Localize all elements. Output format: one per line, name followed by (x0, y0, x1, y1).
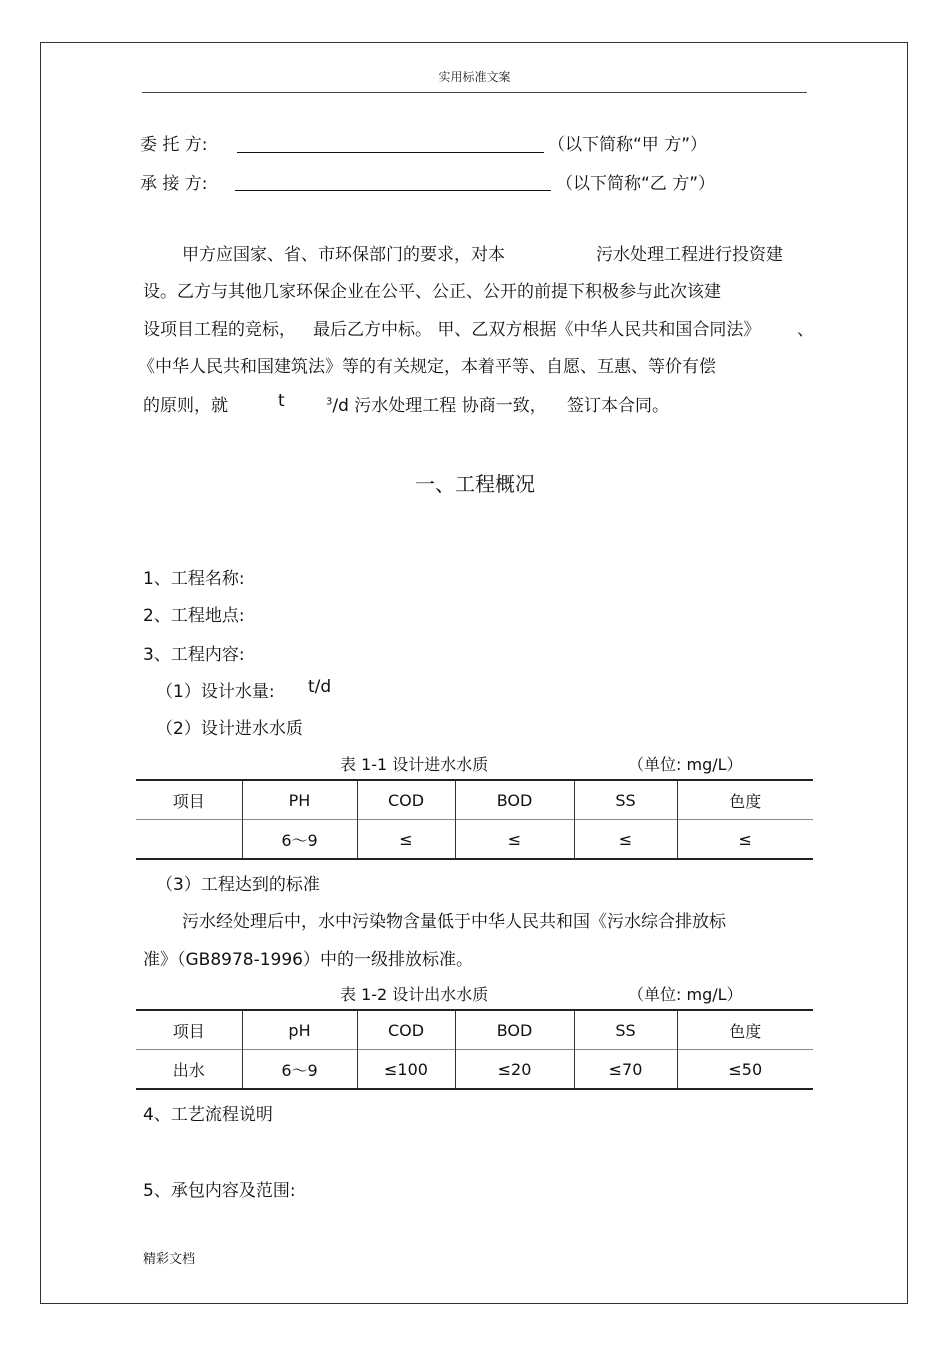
item-project-location: 2、工程地点: (143, 606, 245, 626)
page-header: 实用标准文案 (438, 70, 511, 84)
intro-line-3c: 、 (797, 320, 814, 340)
intro-line-2: 设。乙方与其他几家环保企业在公平、公正、公开的前提下积极参与此次该建 (143, 282, 721, 302)
table-header-cell: COD (357, 1010, 455, 1050)
contractor-name-field[interactable] (235, 190, 551, 191)
effluent-table (136, 1009, 813, 1090)
table-cell: ≤ (677, 820, 813, 860)
client-name-field[interactable] (237, 152, 544, 153)
item-project-name: 1、工程名称: (143, 569, 245, 589)
table2-unit: （单位: mg/L） (628, 985, 743, 1004)
header-rule (142, 92, 807, 93)
table-cell: ≤70 (574, 1050, 677, 1090)
intro-line-3b: 最后乙方中标。 甲、乙双方根据《中华人民共和国合同法》 (313, 320, 761, 340)
table-header-row (136, 1010, 813, 1050)
table-header-cell: BOD (455, 780, 574, 820)
contractor-alias: （以下简称“乙 方”） (556, 174, 716, 194)
client-alias: （以下简称“甲 方”） (548, 135, 708, 155)
table-header-cell: BOD (455, 1010, 574, 1050)
table-cell: ≤ (574, 820, 677, 860)
table-cell: ≤20 (455, 1050, 574, 1090)
table-cell: ≤ (357, 820, 455, 860)
sub-design-flow-unit: t/d (308, 677, 332, 697)
intro-line-4: 《中华人民共和国建筑法》等的有关规定，本着平等、自愿、互惠、等价有偿 (138, 357, 716, 377)
intro-line-5a: 的原则，就 (143, 396, 228, 416)
item-process-flow: 4、工艺流程说明 (143, 1105, 273, 1125)
client-label: 委 托 方: (140, 135, 208, 155)
sub-influent-quality: （2）设计进水水质 (156, 719, 303, 739)
table-header-cell: 色度 (677, 1010, 813, 1050)
table1-caption: 表 1-1 设计进水水质 (340, 755, 489, 774)
standard-line-2: 准》（GB8978-1996）中的一级排放标准。 (143, 950, 473, 970)
influent-table (136, 779, 813, 860)
sub-standard: （3）工程达到的标准 (156, 875, 320, 895)
table-cell: ≤100 (357, 1050, 455, 1090)
table-cell: ≤50 (677, 1050, 813, 1090)
table-header-cell: PH (242, 780, 357, 820)
table-row (136, 820, 813, 860)
cubic-superscript: 3 (326, 396, 333, 408)
intro-line-5b: t (278, 391, 285, 411)
contractor-label: 承 接 方: (140, 174, 208, 194)
table-header-cell: COD (357, 780, 455, 820)
table-cell (136, 820, 242, 860)
table-header-cell: SS (574, 1010, 677, 1050)
table2-caption: 表 1-2 设计出水水质 (340, 985, 489, 1004)
sub-design-flow-label: （1）设计水量: (156, 682, 275, 702)
standard-line-1: 污水经处理后中，水中污染物含量低于中华人民共和国《污水综合排放标 (182, 912, 726, 932)
table-header-cell: SS (574, 780, 677, 820)
table1-unit: （单位: mg/L） (628, 755, 743, 774)
intro-line-1a: 甲方应国家、省、市环保部门的要求，对本 (182, 245, 505, 265)
table-row (136, 1050, 813, 1090)
intro-line-5c-text: /d 污水处理工程 协商一致， (332, 396, 547, 416)
table-header-row (136, 780, 813, 820)
table-cell: ≤ (455, 820, 574, 860)
intro-line-1b: 污水处理工程进行投资建 (596, 245, 783, 265)
intro-line-5d: 签订本合同。 (567, 396, 669, 416)
table-cell: 出水 (136, 1050, 242, 1090)
table-header-cell: pH (242, 1010, 357, 1050)
table-header-cell: 项目 (136, 1010, 242, 1050)
page-footer: 精彩文档 (143, 1252, 196, 1267)
table-header-cell: 色度 (677, 780, 813, 820)
intro-line-3a: 设项目工程的竞标， (143, 320, 296, 340)
intro-line-5c (326, 391, 547, 416)
item-contract-scope: 5、承包内容及范围: (143, 1181, 296, 1201)
table-cell: 6～9 (242, 1050, 357, 1090)
item-project-content: 3、工程内容: (143, 645, 245, 665)
table-header-cell: 项目 (136, 780, 242, 820)
section-title: 一、工程概况 (415, 472, 535, 496)
table-cell: 6～9 (242, 820, 357, 860)
